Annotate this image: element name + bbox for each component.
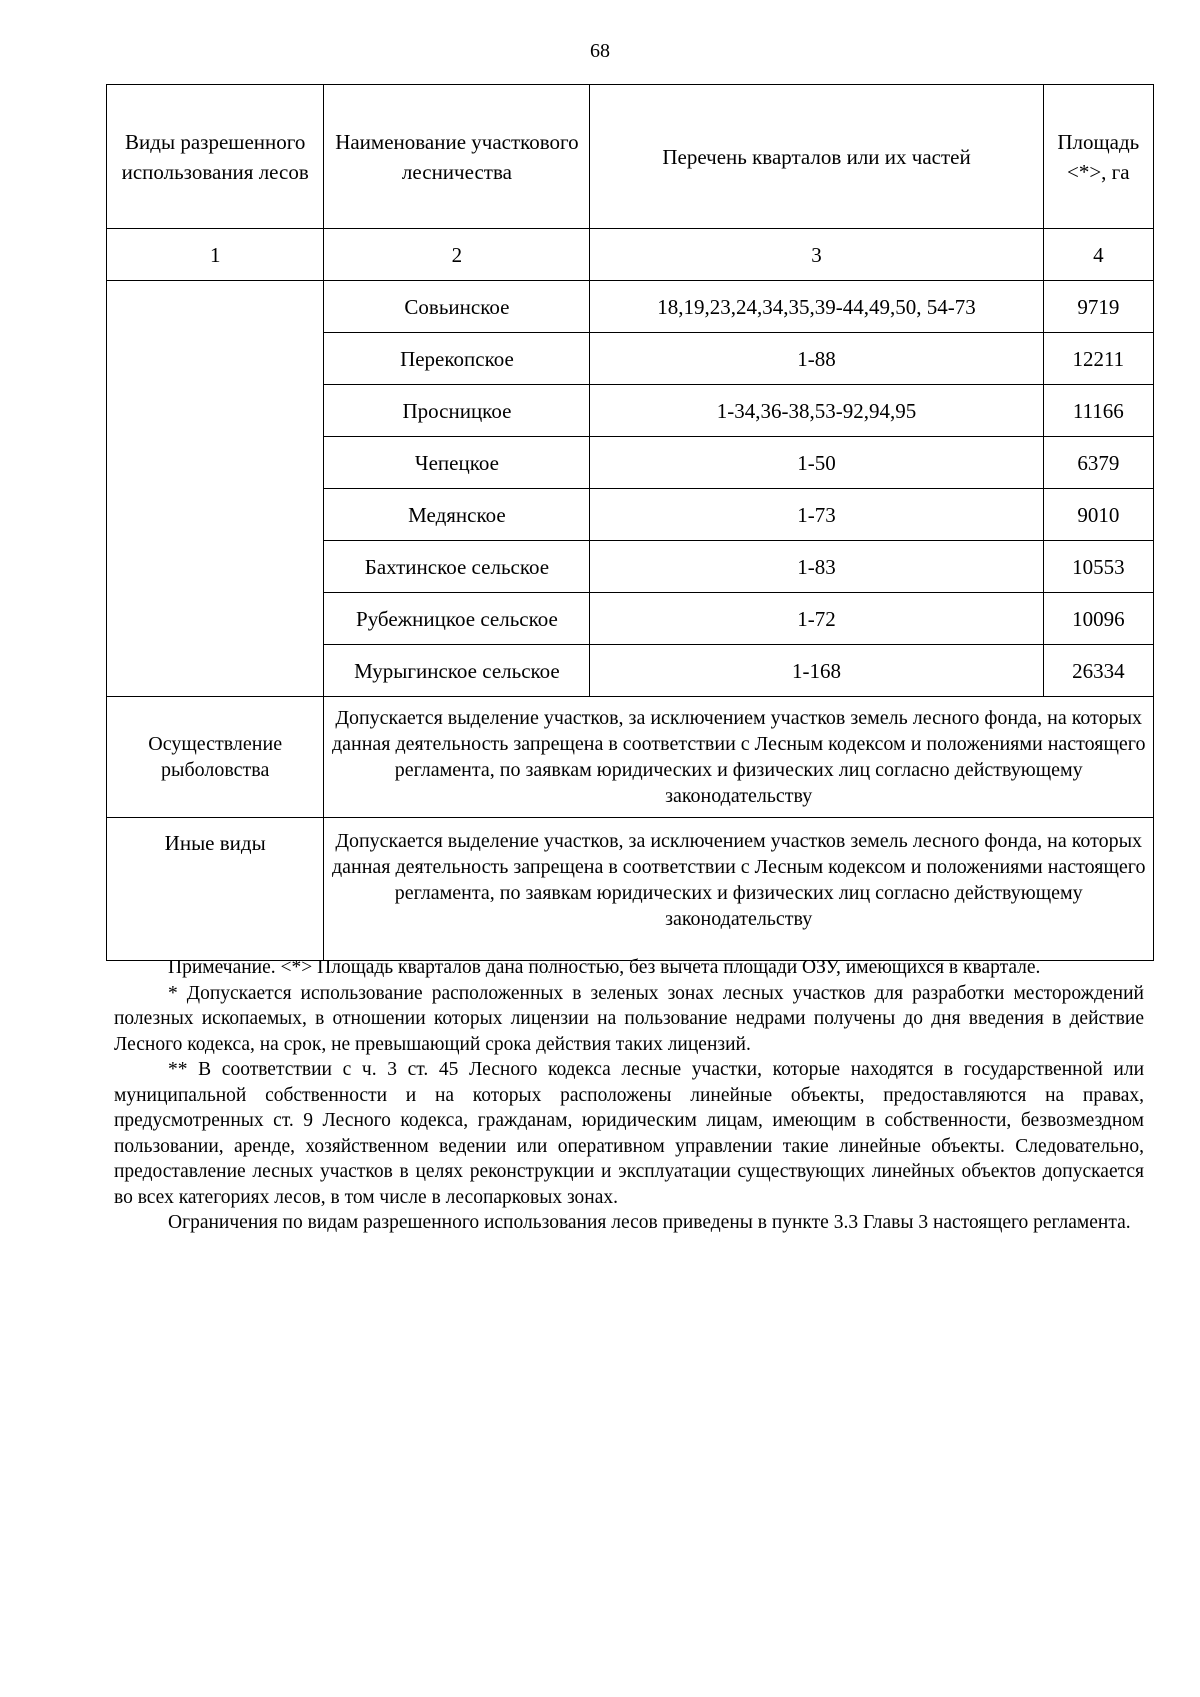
- fishing-row: [107, 697, 1154, 818]
- forestry-name: Бахтинское сельское: [324, 541, 590, 593]
- forestry-name: Чепецкое: [324, 437, 590, 489]
- column-number: 2: [324, 229, 590, 281]
- quarters-list: 1-34,36-38,53-92,94,95: [590, 385, 1043, 437]
- quarters-list: 1-88: [590, 333, 1043, 385]
- area-value: 6379: [1043, 437, 1153, 489]
- forestry-name: Просницкое: [324, 385, 590, 437]
- column-number: 4: [1043, 229, 1153, 281]
- forestry-name: Совьинское: [324, 281, 590, 333]
- column-number: 3: [590, 229, 1043, 281]
- area-value: 10553: [1043, 541, 1153, 593]
- header-area: Площадь <*>, га: [1043, 85, 1153, 229]
- forestry-name: Перекопское: [324, 333, 590, 385]
- quarters-list: 18,19,23,24,34,35,39-44,49,50, 54-73: [590, 281, 1043, 333]
- note-restrictions: Ограничения по видам разрешенного использования лесов приведены в пункте 3.3 Главы 3 настоящего регламента.: [168, 1212, 1131, 1233]
- table-row: [107, 281, 1154, 333]
- header-row: [107, 85, 1154, 229]
- area-value: 9010: [1043, 489, 1153, 541]
- fishing-description: Допускается выделение участков, за исключением участков земель лесного фонда, на которых данная деятельность запрещена в соответствии с Лесным кодексом и положениями настоящего регламента, по заявкам юридических и физических лиц согласно действующему законодательству: [324, 697, 1154, 818]
- quarters-list: 1-50: [590, 437, 1043, 489]
- note-mining: * Допускается использование расположенных в зеленых зонах лесных участков для разработки месторождений полезных ископаемых, в отношении которых лицензии на пользование недрами получены до дня введения в действие Лесного кодекса, на срок, не превышающий срока действия таких лицензий.: [114, 982, 1144, 1055]
- use-type-fishing: Осуществление рыболовства: [107, 697, 324, 818]
- area-value: 11166: [1043, 385, 1153, 437]
- forestry-name: Медянское: [324, 489, 590, 541]
- page-number: 68: [590, 40, 610, 62]
- area-value: 9719: [1043, 281, 1153, 333]
- quarters-list: 1-83: [590, 541, 1043, 593]
- note-linear-objects: ** В соответствии с ч. 3 ст. 45 Лесного кодекса лесные участки, которые находятся в государственной или муниципальной собственности и на которых расположены линейные объекты, предоставляются на правах, предусмотренных ст. 9 Лесного кодекса, гражданам, юридическим лицам, имеющим в собственности, безвозмездном пользовании, аренде, хозяйственном ведении или оперативном управлении такие линейные объекты. Следовательно, предоставление лесных участков в целях реконструкции и эксплуатации существующих линейных объектов допускается во всех категориях лесов, в том числе в лесопарковых зонах.: [114, 1059, 1144, 1208]
- forest-use-table: [106, 84, 1154, 961]
- other-uses-description: Допускается выделение участков, за исключением участков земель лесного фонда, на которых данная деятельность запрещена в соответствии с Лесным кодексом и положениями настоящего регламента, по заявкам юридических и физических лиц согласно действующему законодательству: [324, 818, 1154, 961]
- header-quarters-list: Перечень кварталов или их частей: [590, 85, 1043, 229]
- use-type-empty-cell: [107, 281, 324, 697]
- column-number-row: [107, 229, 1154, 281]
- header-forestry-name: Наименование участкового лесничества: [324, 85, 590, 229]
- area-value: 12211: [1043, 333, 1153, 385]
- quarters-list: 1-73: [590, 489, 1043, 541]
- forestry-name: Мурыгинское сельское: [324, 645, 590, 697]
- area-value: 10096: [1043, 593, 1153, 645]
- forestry-name: Рубежницкое сельское: [324, 593, 590, 645]
- column-number: 1: [107, 229, 324, 281]
- use-type-other: Иные виды: [107, 818, 324, 961]
- area-value: 26334: [1043, 645, 1153, 697]
- quarters-list: 1-72: [590, 593, 1043, 645]
- header-use-types: Виды разрешенного использования лесов: [107, 85, 324, 229]
- other-uses-row: [107, 818, 1154, 961]
- notes-section: [114, 955, 1144, 1236]
- quarters-list: 1-168: [590, 645, 1043, 697]
- note-area: Примечание. <*> Площадь кварталов дана полностью, без вычета площади ОЗУ, имеющихся в квартале.: [168, 957, 1041, 978]
